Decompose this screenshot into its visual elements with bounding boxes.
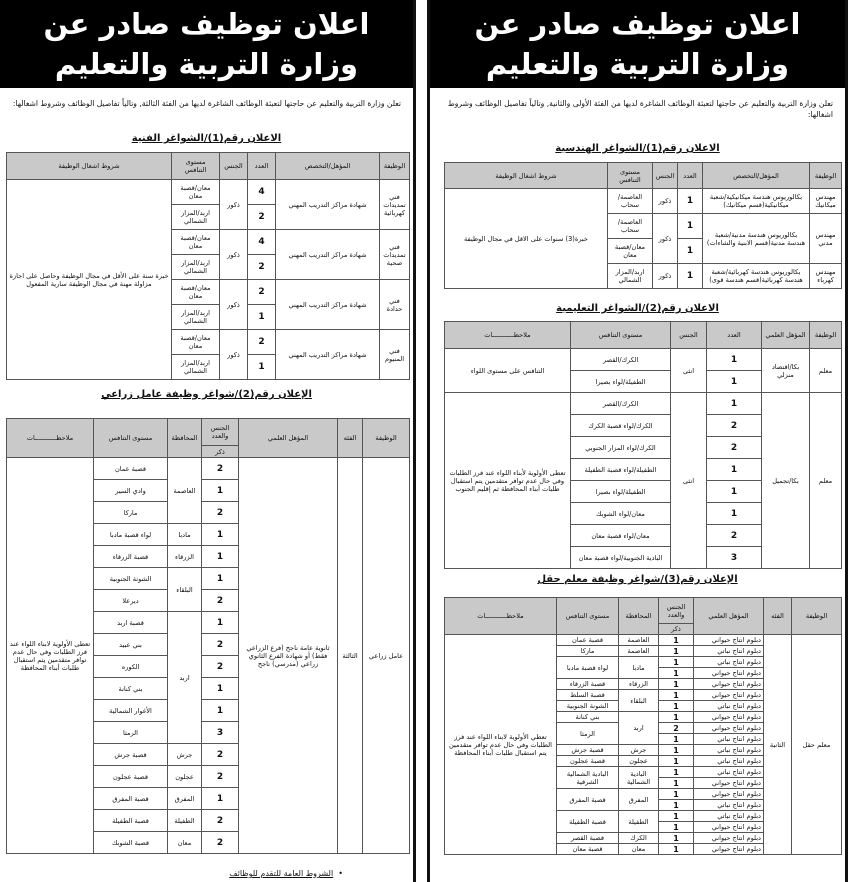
level-cell: اربد/المزار الشمالي (608, 264, 653, 289)
qualification-cell: دبلوم انتاج حيواني (694, 833, 764, 844)
right-banner-line1: اعلان توظيف صادر عن (474, 7, 801, 41)
gender-cell: ذكور (220, 280, 248, 330)
qualification-cell: دبلوم انتاج نباتي (694, 646, 764, 657)
count-cell: 1 (659, 811, 694, 822)
right-banner-line2: وزارة التربية والتعليم (485, 47, 790, 81)
level-cell: بني كنانة (94, 678, 168, 700)
right-section2-title: الاعلان رقم(2)/الشواغر التعليمية (556, 303, 719, 314)
level-cell: الأغوار الشمالية (94, 700, 168, 722)
table-header-row (7, 419, 410, 446)
header-qualification: المؤهل العلمي (762, 322, 810, 349)
notes-cell: تعطي الأولوية لابناء اللواء عند فرز الطلبات وفي حال عدم توافر متقدمين يتم استقبال طلبات أبناء المحافظة (445, 635, 557, 855)
header-category: الفئه (764, 598, 792, 635)
level-cell: البادية الجنوبية/لواء قصبة معان (571, 547, 671, 569)
left-intro-text: تعلن وزارة التربية والتعليم عن حاجتها لتعبئة الوظائف الشاغرة لديها من الفئة الثالثة, وتالياً تفاصيل الوظائف وشروط اشغالها: (12, 99, 401, 108)
category-cell: الثالثة (338, 458, 363, 854)
left-announcement-panel (0, 0, 416, 882)
level-cell: معان/لواء الشوبك (571, 503, 671, 525)
qualification-cell: دبلوم انتاج حيواني (694, 822, 764, 833)
left-agricultural-worker-table (6, 418, 410, 854)
level-cell: الرمثا (94, 722, 168, 744)
level-cell: اربد/المزار الشمالي (172, 255, 220, 280)
gender-cell: ذكور (653, 264, 678, 289)
governorate-cell: اربد (168, 612, 202, 744)
header-gender: الجنس (653, 163, 678, 189)
job-title-cell: مهندس مدني (810, 214, 842, 264)
level-cell: قصبة عجلون (557, 756, 619, 767)
count-cell: 1 (659, 679, 694, 690)
job-title-cell: فني تمديدات كهربائية (380, 180, 410, 230)
qualification-cell: شهادة مراكز التدريب المهني (276, 230, 380, 280)
count-cell: 1 (707, 349, 762, 371)
gender-cell: انثى (671, 393, 707, 569)
governorate-cell: عجلون (619, 756, 659, 767)
left-banner-line2: وزارة التربية والتعليم (54, 47, 359, 81)
level-cell: الرمثا (557, 723, 619, 745)
qualification-cell: دبلوم انتاج نباتي (694, 657, 764, 668)
right-engineering-vacancies-table (444, 162, 842, 289)
level-cell: معان/لواء قصبة معان (571, 525, 671, 547)
count-cell: 2 (202, 458, 239, 480)
gender-cell: ذكور (220, 330, 248, 380)
level-cell: قصبة معان (557, 844, 619, 855)
header-governorate: المحافظة (168, 419, 202, 458)
qualification-cell: دبلوم انتاج حيواني (694, 789, 764, 800)
notes-cell: التنافس على مستوى اللواء (445, 349, 571, 393)
qualification-cell: بكا/تجميل (762, 393, 810, 569)
level-cell: قصبة الطفيلة (94, 810, 168, 832)
header-male: ذكر (202, 446, 239, 458)
header-qualification: المؤهل العلمي (694, 598, 764, 635)
level-cell: قصبة السلط (557, 690, 619, 701)
table-header-row (445, 163, 842, 189)
governorate-cell: البلقاء (619, 690, 659, 712)
level-cell: قصبة عجلون (94, 766, 168, 788)
table-row (445, 349, 842, 371)
governorate-cell: اربد (619, 712, 659, 745)
level-cell: البادية الشمالية الشرقية (557, 767, 619, 789)
count-cell: 1 (659, 800, 694, 811)
level-cell: ماركا (94, 502, 168, 524)
governorate-cell: الزرقاء (619, 679, 659, 690)
level-cell: الطفيلة/لواء قصبة الطفيلة (571, 459, 671, 481)
header-gender: الجنس (671, 322, 707, 349)
count-cell: 2 (202, 744, 239, 766)
table-header-row (7, 153, 410, 180)
count-cell: 2 (202, 766, 239, 788)
notes-cell: تعطى الأولوية لأبناء اللواء عند فرز الطلبات وفي حال عدم توافر متقدمين يتم استقبال طلبات أبناء المحافظة ثم إقليم الجنوب (445, 393, 571, 569)
header-job: الوظيفة (810, 163, 842, 189)
qualification-cell: ثانوية عامة ناجح (فرع الزراعي فقط) أو شهادة الفرع الثانوي زراعي (مدرسي) ناجح (239, 458, 338, 854)
count-cell: 1 (202, 546, 239, 568)
right-banner (430, 0, 845, 88)
right-announcement-panel (427, 0, 848, 882)
table-header-row (445, 322, 842, 349)
level-cell: الكرك/القصر (571, 393, 671, 415)
qualification-cell: دبلوم انتاج نباتي (694, 767, 764, 778)
count-cell: 1 (659, 690, 694, 701)
count-cell: 1 (659, 657, 694, 668)
header-notes: ملاحظـــــــــــات (445, 322, 571, 349)
job-title-cell: فني تمديدات صحية (380, 230, 410, 280)
category-cell: الثانية (764, 635, 792, 855)
header-level: مستوى التنافس (571, 322, 671, 349)
level-cell: اربد/المزار الشمالي (172, 205, 220, 230)
governorate-cell: المفرق (619, 789, 659, 811)
governorate-cell: الزرقاء (168, 546, 202, 568)
count-cell: 1 (659, 701, 694, 712)
level-cell: معان/قصبة معان (172, 280, 220, 305)
level-cell: العاصمة/سحاب (608, 214, 653, 239)
header-level: مستوى التنافس (94, 419, 168, 458)
level-cell: العاصمة/سحاب (608, 189, 653, 214)
level-cell: قصبة جرش (94, 744, 168, 766)
header-conditions: شروط اشغال الوظيفة (445, 163, 608, 189)
level-cell: بني عبيد (94, 634, 168, 656)
job-title-cell: عامل زراعي (363, 458, 410, 854)
table-row (7, 180, 410, 205)
header-job: الوظيفة (363, 419, 410, 458)
count-cell: 1 (707, 371, 762, 393)
left-banner-line1: اعلان توظيف صادر عن (43, 7, 370, 41)
governorate-cell: مادبا (168, 524, 202, 546)
gender-cell: ذكور (653, 214, 678, 264)
header-count: العدد (678, 163, 703, 189)
right-section3-title: الإعلان رقم(3)/شواغر وظيفة معلم حقل (537, 574, 738, 585)
count-cell: 1 (659, 712, 694, 723)
right-field-teacher-table (444, 597, 842, 855)
level-cell: معان/قصبة معان (172, 230, 220, 255)
count-cell: 1 (659, 734, 694, 745)
count-cell: 1 (202, 524, 239, 546)
count-cell: 1 (678, 239, 703, 264)
level-cell: وادي السير (94, 480, 168, 502)
job-title-cell: مهندس ميكانيك (810, 189, 842, 214)
qualification-cell: دبلوم انتاج نباتي (694, 701, 764, 712)
count-cell: 2 (202, 502, 239, 524)
qualification-cell: دبلوم انتاج حيواني (694, 712, 764, 723)
level-cell: الكرك/لواء المزار الجنوبي (571, 437, 671, 459)
left-section2-title: الإعلان رقم(2)/شواغر وظيفة عامل زراعي (101, 389, 312, 400)
governorate-cell: مادبا (619, 657, 659, 679)
count-cell: 4 (248, 180, 276, 205)
governorate-cell: الطفيلة (619, 811, 659, 833)
header-count: العدد (707, 322, 762, 349)
level-cell: الشونة الجنوبية (94, 568, 168, 590)
level-cell: قصبة المفرق (557, 789, 619, 811)
count-cell: 1 (707, 503, 762, 525)
level-cell: اربد/المزار الشمالي (172, 305, 220, 330)
header-job: الوظيفة (792, 598, 842, 635)
left-technical-vacancies-table (6, 152, 410, 380)
table-header-row (445, 598, 842, 624)
level-cell: قصبة اربد (94, 612, 168, 634)
qualification-cell: دبلوم انتاج حيواني (694, 679, 764, 690)
header-count: العدد (248, 153, 276, 180)
conditions-cell: خبرة سنة على الأقل في مجال الوظيفة وحاصل على اجازة مزاولة مهنة في مجال الوظيفة سارية المفعول (7, 180, 172, 380)
level-cell: الطفيلة/لواء بصيرا (571, 371, 671, 393)
count-cell: 1 (248, 355, 276, 380)
header-notes: ملاحظـــــــــــات (7, 419, 94, 458)
count-cell: 2 (707, 437, 762, 459)
level-cell: معان/قصبة معان (608, 239, 653, 264)
governorate-cell: الكرك (619, 833, 659, 844)
level-cell: لواء قصبة مادبا (557, 657, 619, 679)
level-cell: الكرك/لواء قصبة الكرك (571, 415, 671, 437)
qualification-cell: دبلوم انتاج نباتي (694, 756, 764, 767)
header-male: ذكر (659, 624, 694, 635)
level-cell: قصبة المفرق (94, 788, 168, 810)
count-cell: 3 (707, 547, 762, 569)
count-cell: 1 (659, 844, 694, 855)
level-cell: الطفيلة/لواء بصيرا (571, 481, 671, 503)
job-title-cell: فني حدادة (380, 280, 410, 330)
count-cell: 2 (707, 525, 762, 547)
count-cell: 1 (659, 745, 694, 756)
header-job: الوظيفة (810, 322, 842, 349)
header-qualification: المؤهل/التخصص (276, 153, 380, 180)
governorate-cell: جرش (619, 745, 659, 756)
header-gender-count: الجنس والعدد (202, 419, 239, 446)
governorate-cell: المفرق (168, 788, 202, 810)
job-title-cell: فني المنيوم (380, 330, 410, 380)
header-qualification: المؤهل/التخصص (703, 163, 810, 189)
level-cell: ديرعلا (94, 590, 168, 612)
count-cell: 1 (707, 459, 762, 481)
count-cell: 2 (248, 330, 276, 355)
header-governorate: المحافظة (619, 598, 659, 635)
governorate-cell: جرش (168, 744, 202, 766)
qualification-cell: دبلوم انتاج حيواني (694, 635, 764, 646)
count-cell: 1 (248, 305, 276, 330)
right-educational-vacancies-table (444, 321, 842, 569)
header-job: الوظيفة (380, 153, 410, 180)
count-cell: 2 (248, 205, 276, 230)
governorate-cell: العاصمة (619, 635, 659, 646)
count-cell: 2 (202, 810, 239, 832)
count-cell: 1 (202, 568, 239, 590)
qualification-cell: شهادة مراكز التدريب المهني (276, 330, 380, 380)
qualification-cell: دبلوم انتاج حيواني (694, 690, 764, 701)
job-title-cell: معلم (810, 393, 842, 569)
qualification-cell: بكا/اقتصاد منزلي (762, 349, 810, 393)
level-cell: قصبة جرش (557, 745, 619, 756)
count-cell: 1 (202, 612, 239, 634)
header-gender: الجنس (220, 153, 248, 180)
governorate-cell: البلقاء (168, 568, 202, 612)
notes-cell: تعطى الأولوية لابناء اللواء عند فرز الطلبات وفي حال عدم توافر متقدمين يتم استقبال طلبات أبناء المحافظة (7, 458, 94, 854)
count-cell: 2 (248, 280, 276, 305)
level-cell: لواء قصبة مادبا (94, 524, 168, 546)
right-section1-title: الاعلان رقم(1)/الشواغر الهندسية (555, 143, 720, 154)
count-cell: 2 (248, 255, 276, 280)
qualification-cell: شهادة مراكز التدريب المهني (276, 180, 380, 230)
gender-cell: ذكور (220, 180, 248, 230)
table-row (7, 458, 410, 480)
count-cell: 1 (659, 635, 694, 646)
bullet-icon: • (333, 869, 343, 878)
level-cell: الشونة الجنوبية (557, 701, 619, 712)
level-cell: معان/قصبة معان (172, 330, 220, 355)
qualification-cell: دبلوم انتاج حيواني (694, 723, 764, 734)
header-conditions: شروط اشغال الوظيفة (7, 153, 172, 180)
governorate-cell: البادية الشمالية (619, 767, 659, 789)
count-cell: 1 (707, 393, 762, 415)
general-conditions-text: الشروط العامة للتقدم للوظائف (229, 869, 334, 878)
gender-cell: انثى (671, 349, 707, 393)
count-cell: 1 (707, 481, 762, 503)
level-cell: قصبة الزرقاء (94, 546, 168, 568)
count-cell: 2 (202, 634, 239, 656)
qualification-cell: دبلوم انتاج حيواني (694, 844, 764, 855)
qualification-cell: دبلوم انتاج حيواني (694, 778, 764, 789)
level-cell: قصبة الشوبك (94, 832, 168, 854)
count-cell: 1 (678, 264, 703, 289)
qualification-cell: دبلوم انتاج نباتي (694, 811, 764, 822)
level-cell: قصبة الطفيلة (557, 811, 619, 833)
count-cell: 1 (659, 756, 694, 767)
qualification-cell: شهادة مراكز التدريب المهني (276, 280, 380, 330)
qualification-cell: دبلوم انتاج نباتي (694, 734, 764, 745)
level-cell: اربد/المزار الشمالي (172, 355, 220, 380)
count-cell: 2 (202, 590, 239, 612)
job-title-cell: معلم (810, 349, 842, 393)
left-section1-title: الاعلان رقم(1)/الشواغر الفنية (131, 133, 282, 144)
job-title-cell: معلم حقل (792, 635, 842, 855)
level-cell: قصبة عمان (94, 458, 168, 480)
header-gender-count: الجنس والعدد (659, 598, 694, 624)
count-cell: 3 (202, 722, 239, 744)
governorate-cell: العاصمة (168, 458, 202, 524)
level-cell: معان/قصبة معان (172, 180, 220, 205)
count-cell: 2 (202, 832, 239, 854)
qualification-cell: بكالوريوس هندسة كهربائية/شعبة هندسة كهربائية(قسم هندسة قوى) (703, 264, 810, 289)
level-cell: الكرك/القصر (571, 349, 671, 371)
gender-cell: ذكور (653, 189, 678, 214)
conditions-cell: خبرة(3) سنوات على الاقل في مجال الوظيفة (445, 189, 608, 289)
count-cell: 1 (659, 789, 694, 800)
qualification-cell: دبلوم انتاج نباتي (694, 745, 764, 756)
job-title-cell: مهندس كهرباء (810, 264, 842, 289)
count-cell: 1 (202, 480, 239, 502)
level-cell: قصبة القصر (557, 833, 619, 844)
qualification-cell: بكالوريوس هندسة ميكانيكية/شعبة ميكانيكية(قسم ميكانيك) (703, 189, 810, 214)
header-level: مستوى التنافس (608, 163, 653, 189)
count-cell: 2 (202, 656, 239, 678)
header-notes: ملاحظـــــــــــات (445, 598, 557, 635)
count-cell: 1 (678, 189, 703, 214)
count-cell: 1 (678, 214, 703, 239)
governorate-cell: عجلون (168, 766, 202, 788)
gender-cell: ذكور (220, 230, 248, 280)
count-cell: 1 (202, 788, 239, 810)
left-footer-bullet (229, 869, 343, 878)
header-level: مستوى التنافس (557, 598, 619, 635)
header-qualification: المؤهل العلمي (239, 419, 338, 458)
level-cell: بني كنانة (557, 712, 619, 723)
qualification-cell: بكالوريوس هندسة مدنية/شعبة هندسة مدنية(قسم الابنية والشاءات) (703, 214, 810, 264)
table-row (445, 189, 842, 214)
governorate-cell: معان (619, 844, 659, 855)
level-cell: قصبة الزرقاء (557, 679, 619, 690)
table-row (445, 635, 842, 646)
qualification-cell: دبلوم انتاج حيواني (694, 668, 764, 679)
count-cell: 2 (659, 723, 694, 734)
header-category: الفئه (338, 419, 363, 458)
right-intro-text: تعلن وزارة التربية والتعليم عن حاجتها لتعبئة الوظائف الشاغرة لديها من الفئة الأولى والثانية, وتالياً تفاصيل الوظائف وشروط اشغالها: (447, 99, 833, 119)
count-cell: 1 (659, 668, 694, 679)
level-cell: قصبة عمان (557, 635, 619, 646)
count-cell: 1 (659, 767, 694, 778)
level-cell: ماركا (557, 646, 619, 657)
level-cell: الكوره (94, 656, 168, 678)
count-cell: 4 (248, 230, 276, 255)
governorate-cell: معان (168, 832, 202, 854)
governorate-cell: الطفيلة (168, 810, 202, 832)
count-cell: 1 (659, 833, 694, 844)
count-cell: 2 (707, 415, 762, 437)
governorate-cell: العاصمة (619, 646, 659, 657)
count-cell: 1 (659, 778, 694, 789)
qualification-cell: دبلوم انتاج نباتي (694, 800, 764, 811)
header-level: مستوى التنافس (172, 153, 220, 180)
left-banner (0, 0, 413, 88)
count-cell: 1 (202, 678, 239, 700)
table-row (445, 393, 842, 415)
count-cell: 1 (659, 822, 694, 833)
count-cell: 1 (202, 700, 239, 722)
count-cell: 1 (659, 646, 694, 657)
